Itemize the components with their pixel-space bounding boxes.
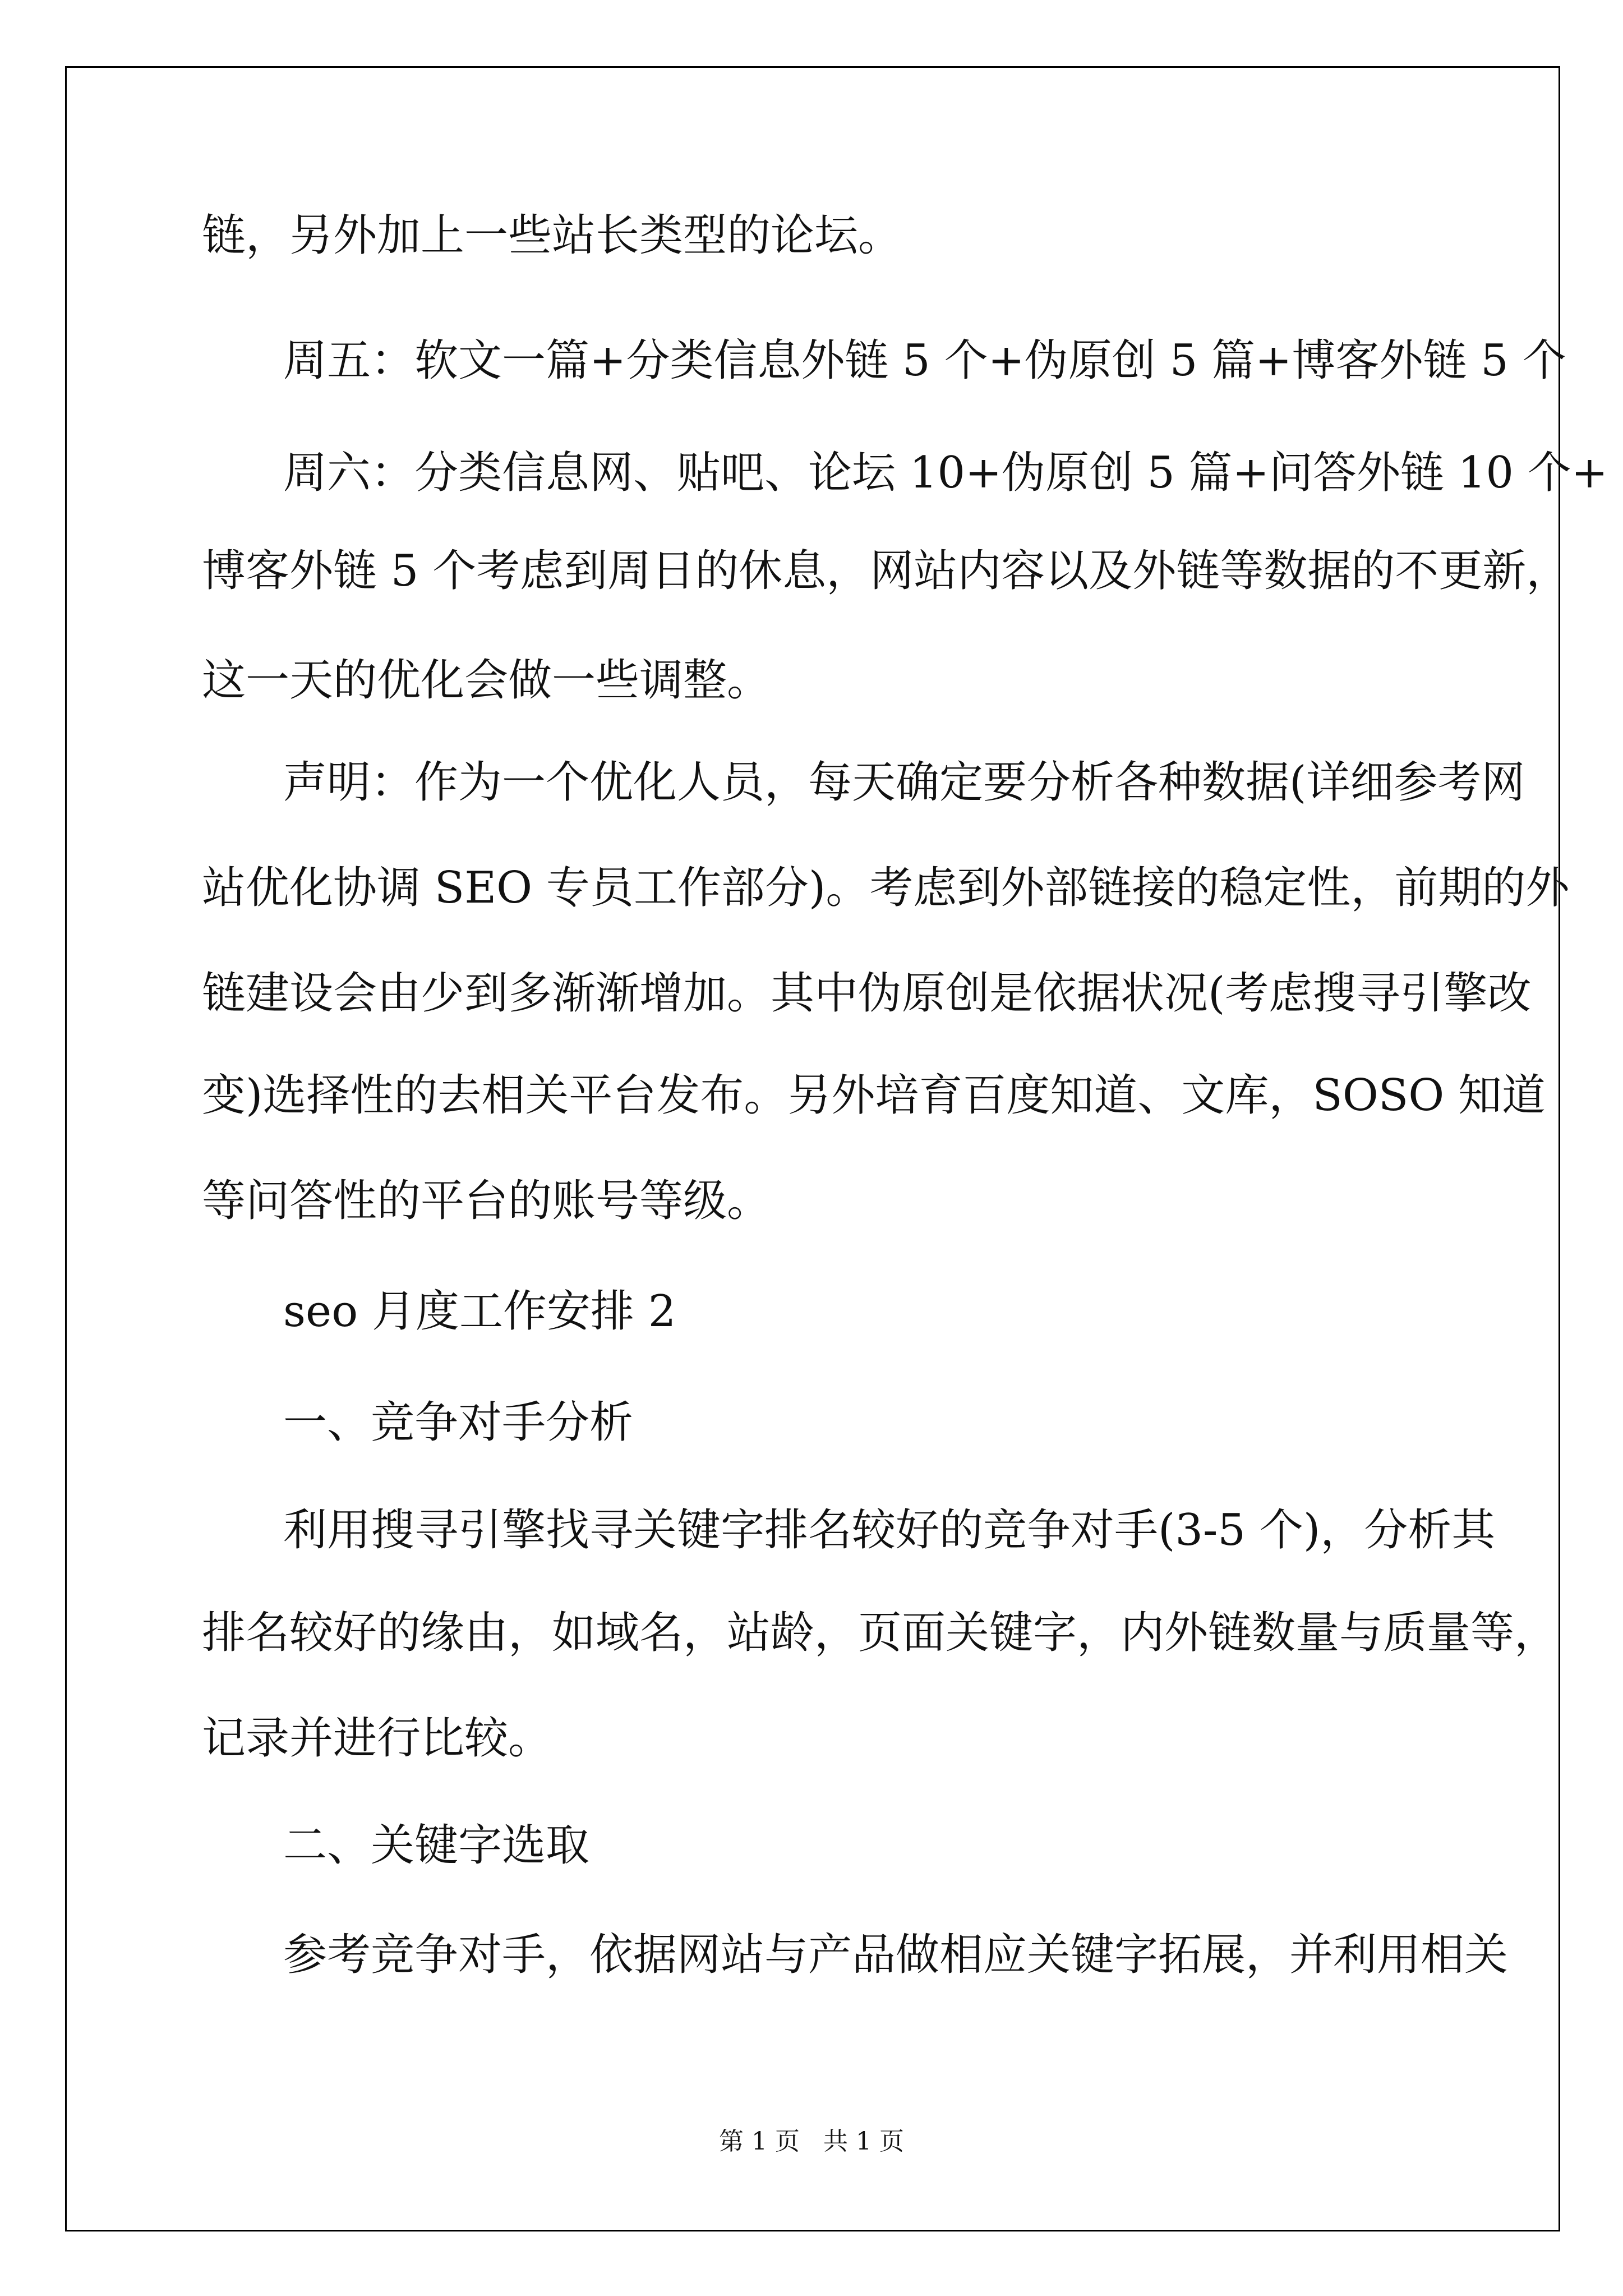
body-line-15: 记录并进行比较。 <box>202 1713 552 1764</box>
page-border <box>65 66 1560 2231</box>
body-line-14: 排名较好的缘由，如域名，站龄，页面关键字，内外链数量与质量等， <box>202 1608 1559 1658</box>
section-title: seo 月度工作安排 2 <box>283 1286 676 1337</box>
body-line-17: 参考竞争对手，依据网站与产品做相应关键字拓展，并利用相关 <box>283 1930 1509 1980</box>
body-line-3: 周六：分类信息网、贴吧、论坛 10+伪原创 5 篇+问答外链 10 个+ <box>283 448 1608 498</box>
body-line-9: 变)选择性的去相关平台发布。另外培育百度知道、文库，SOSO 知道 <box>202 1070 1546 1121</box>
body-line-7: 站优化协调 SEO 专员工作部分)。考虑到外部链接的稳定性，前期的外 <box>202 863 1570 913</box>
heading-keyword-selection: 二、关键字选取 <box>283 1820 590 1871</box>
body-line-13: 利用搜寻引擎找寻关键字排名较好的竞争对手(3-5 个)，分析其 <box>283 1505 1496 1556</box>
heading-competitor-analysis: 一、竞争对手分析 <box>283 1397 634 1448</box>
body-line-10: 等问答性的平台的账号等级。 <box>202 1176 771 1226</box>
body-line-8: 链建设会由少到多渐渐增加。其中伪原创是依据状况(考虑搜寻引擎改 <box>202 968 1532 1019</box>
body-line-1: 链，另外加上一些站长类型的论坛。 <box>202 210 902 261</box>
body-line-4: 博客外链 5 个考虑到周日的休息，网站内容以及外链等数据的不更新， <box>202 546 1570 596</box>
body-line-6: 声明：作为一个优化人员，每天确定要分析各种数据(详细参考网 <box>283 757 1525 808</box>
page-footer: 第 1 页 共 1 页 <box>719 2127 904 2156</box>
body-line-5: 这一天的优化会做一些调整。 <box>202 655 771 706</box>
body-line-2: 周五：软文一篇+分类信息外链 5 个+伪原创 5 篇+博客外链 5 个 <box>283 335 1566 386</box>
